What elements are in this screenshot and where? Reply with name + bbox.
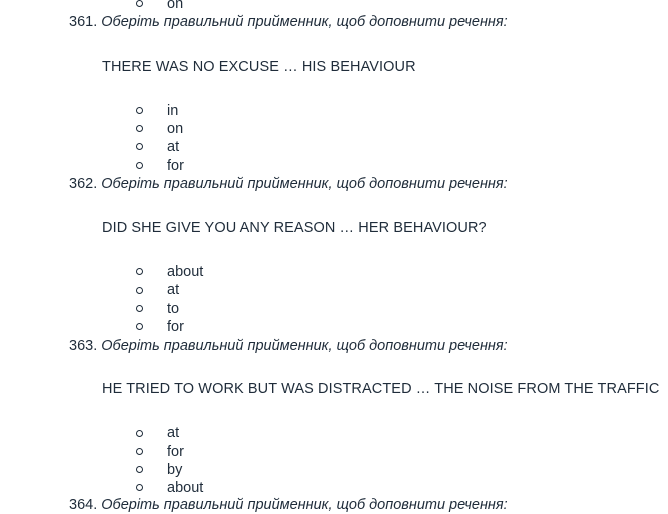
option-label: by (167, 462, 183, 478)
question-instruction: Оберіть правильний прийменник, щоб доповнити речення: (101, 338, 508, 354)
option-label: in (167, 103, 179, 119)
radio-bullet-icon[interactable] (136, 484, 143, 491)
option-label: for (167, 158, 184, 174)
question-number: 361. (69, 14, 98, 30)
question-instruction: Оберіть правильний прийменник, щоб доповнити речення: (101, 14, 508, 30)
radio-bullet-icon[interactable] (136, 107, 143, 114)
radio-bullet-icon[interactable] (136, 268, 143, 275)
option-label: about (167, 264, 204, 280)
radio-bullet-icon[interactable] (136, 323, 143, 330)
radio-bullet-icon[interactable] (136, 125, 143, 132)
radio-bullet-icon[interactable] (136, 448, 143, 455)
question-sentence: THERE WAS NO EXCUSE … HIS BEHAVIOUR (102, 59, 416, 75)
option-label: on (167, 121, 184, 137)
question-number: 363. (69, 338, 98, 354)
question-instruction: Оберіть правильний прийменник, щоб доповнити речення: (101, 176, 508, 192)
option-label: for (167, 319, 184, 335)
option-label: at (167, 282, 180, 298)
option-label: about (167, 480, 204, 496)
radio-bullet-icon[interactable] (136, 466, 143, 473)
option-label: to (167, 301, 180, 317)
question-number: 364. (69, 497, 98, 513)
radio-bullet-icon[interactable] (136, 143, 143, 150)
radio-bullet-icon[interactable] (136, 430, 143, 437)
radio-bullet-icon[interactable] (136, 0, 143, 7)
option-label: on (167, 0, 184, 12)
radio-bullet-icon[interactable] (136, 305, 143, 312)
question-number: 362. (69, 176, 98, 192)
question-header (69, 13, 508, 31)
question-header (69, 337, 508, 355)
radio-bullet-icon[interactable] (136, 162, 143, 169)
question-header (69, 175, 508, 193)
question-header (69, 496, 508, 514)
question-sentence: HE TRIED TO WORK BUT WAS DISTRACTED … THE NOISE FROM THE TRAFFIC (102, 381, 660, 397)
question-sentence: DID SHE GIVE YOU ANY REASON … HER BEHAVIOUR? (102, 220, 487, 236)
radio-bullet-icon[interactable] (136, 287, 143, 294)
option-label: at (167, 139, 180, 155)
option-label: for (167, 444, 184, 460)
question-instruction: Оберіть правильний прийменник, щоб доповнити речення: (101, 497, 508, 513)
option-label: at (167, 425, 180, 441)
